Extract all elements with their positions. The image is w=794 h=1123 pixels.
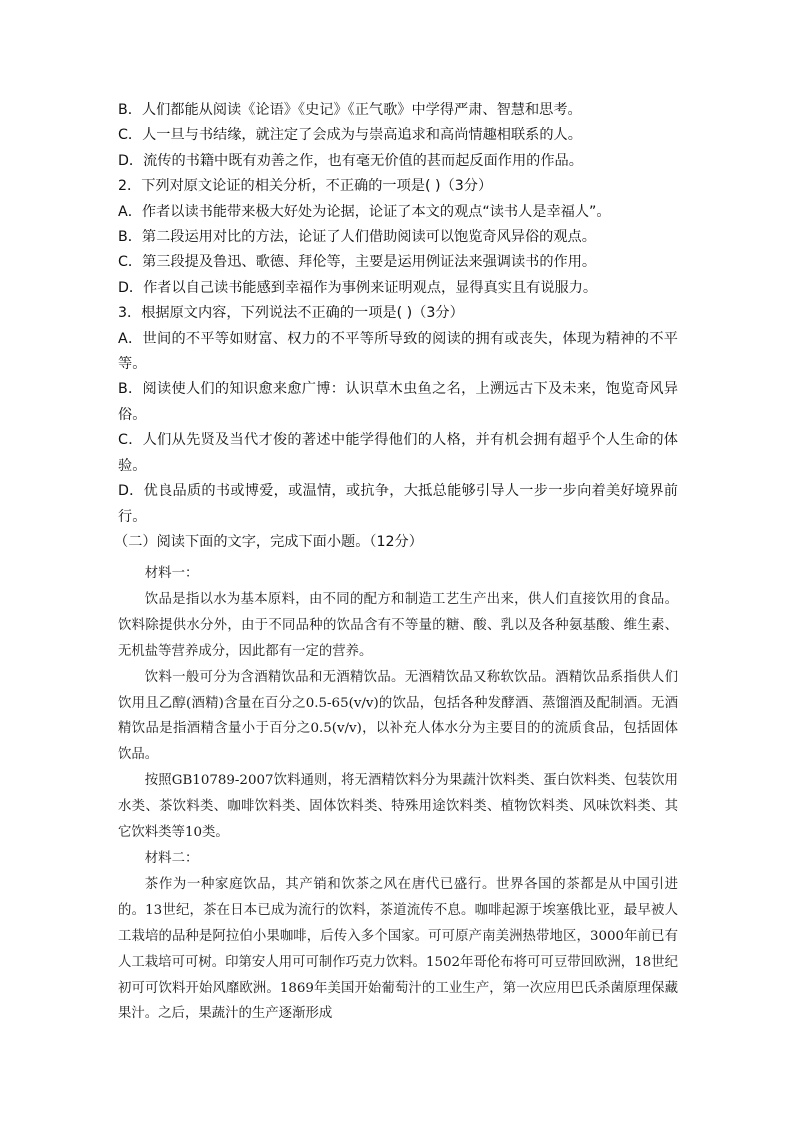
- question-3: 3．根据原文内容，下列说法不正确的一项是( )（3分）: [118, 305, 464, 322]
- option-a-q2: A．作者以读书能带来极大好处为论据，论证了本文的观点“读书人是幸福人”。: [118, 203, 611, 220]
- material-2-label: 材料二：: [144, 850, 199, 866]
- option-d-q2: D．作者以自己读书能感到幸福作为事例来证明观点，显得真实且有说服力。: [118, 279, 598, 296]
- material-1-para-3: 按照GB10789-2007饮料通则，将无酒精饮料分为果蔬汁饮料类、蛋白饮料类、包装饮用水类、茶饮料类、咖啡饮料类、固体饮料类、特殊用途饮料类、植物饮料类、风味饮料类、其它饮料类等10类。: [118, 773, 678, 841]
- option-b-q1: B．人们都能从阅读《论语》《史记》《正气歌》中学得严肃、智慧和思考。: [118, 102, 582, 118]
- option-c-q1: C．人一旦与书结缘，就注定了会成为与崇高追求和高尚情趣相联系的人。: [118, 127, 582, 144]
- option-d-q1: D．流传的书籍中既有劝善之作，也有毫无价值的甚而起反面作用的作品。: [118, 152, 583, 169]
- material-section: [118, 561, 678, 1027]
- option-a-q3: A．世间的不平等如财富、权力的不平等所导致的阅读的拥有或丧失，体现为精神的不平等。: [118, 330, 678, 373]
- option-c-q2: C．第三段提及鲁迅、歌德、拜伦等，主要是运用例证法来强调读书的作用。: [118, 254, 597, 271]
- material-1-para-2: 饮料一般可分为含酒精饮品和无酒精饮品。无酒精饮品又称软饮品。酒精饮品系指供人们饮用且乙醇(酒精)含量在百分之0.5-65(v/v)的饮品，包括各种发酵酒、蒸馏酒及配制酒。无酒精饮品是指酒精含量小于百分之0.5(v/v)，以补充人体水分为主要目的的流质食品，包括固体饮品。: [118, 669, 678, 763]
- material-1-para-1: 饮品是指以水为基本原料，由不同的配方和制造工艺生产出来，供人们直接饮用的食品。饮料除提供水分外，由于不同品种的饮品含有不等量的糖、酸、乳以及各种氨基酸、维生素、无机盐等营养成分，因此都有一定的营养。: [118, 591, 678, 659]
- questions-section: [114, 98, 678, 555]
- option-c-q3: C．人们从先贤及当代才俊的著述中能学得他们的人格，并有机会拥有超乎个人生命的体验。: [118, 432, 678, 474]
- question-2: 2．下列对原文论证的相关分析，不正确的一项是( )（3分）: [118, 178, 493, 195]
- option-d-q3: D．优良品质的书或博爱，或温情，或抗争，大抵总能够引导人一步一步向着美好境界前行。: [118, 483, 678, 525]
- material-1-label: 材料一：: [144, 566, 199, 581]
- option-b-q2: B．第二段运用对比的方法，论证了人们借助阅读可以饱览奇风异俗的观点。: [118, 229, 596, 246]
- material-2-para-1: 茶作为一种家庭饮品，其产销和饮茶之风在唐代已盛行。世界各国的茶都是从中国引进的。13世纪，茶在日本已成为流行的饮料，茶道流传不息。咖啡起源于埃塞俄比亚，最早被人工栽培的品种是阿拉伯小果咖啡，后传入多个国家。可可原产南美洲热带地区，3000年前已有人工栽培可可树。印第安人用可可制作巧克力饮料。1502年哥伦布将可可豆带回欧洲，18世纪初可可饮料开始风靡欧洲。1869年美国开始葡萄汁的工业生产，第一次应用巴氏杀菌原理保藏果汁。之后，果蔬汁的生产逐渐形成: [118, 876, 678, 1022]
- section-heading: （二）阅读下面的文字，完成下面小题。（12分）: [114, 533, 423, 550]
- option-b-q3: B．阅读使人们的知识愈来愈广博：认识草木虫鱼之名，上溯远古下及未来，饱览奇风异俗。: [118, 381, 678, 423]
